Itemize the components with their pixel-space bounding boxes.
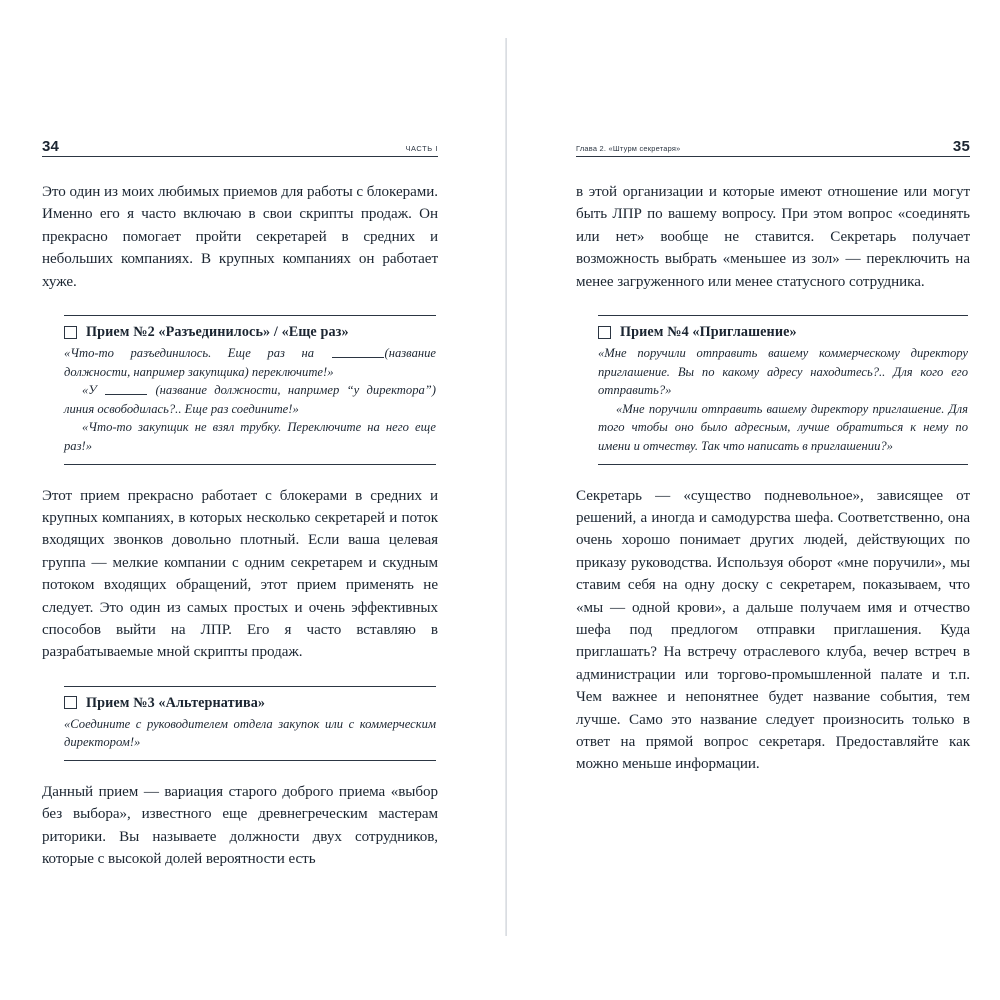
technique-2-script-3: «Что-то закупщик не взял трубку. Переключите на него еще раз!» [64,420,436,453]
right-page-content [576,134,970,776]
checkbox-empty-icon[interactable] [64,696,77,709]
checkbox-empty-icon[interactable] [64,326,77,339]
technique-box-2 [64,315,436,465]
technique-3-script-1: «Соедините с руководителем отдела закупок или с коммерческим директором!» [64,716,436,750]
technique-4-header [598,323,968,341]
technique-4-title: Прием №4 «Приглашение» [620,324,797,341]
technique-4-script-1: «Мне поручили отправить вашему коммерческому директору приглашение. Вы по какому адресу находитесь?.. Для кого его отправить?» [598,346,968,398]
right-paragraph-intro: в этой организации и которые имеют отношение или могут быть ЛПР по вашему вопросу. При этом вопрос «соединять или нет» вообще не ставится. Секретарь получает возможность выбрать «меньшее из зол» — переключить на менее загруженного или менее статусного сотрудника. [576,184,970,290]
right-running-head-title: Глава 2. «Штурм секретаря» [576,144,681,154]
fill-in-blank-line [105,383,147,395]
technique-2-script-1-part-a: «Что-то разъединилось. Еще раз на [64,346,331,361]
checkbox-empty-icon[interactable] [598,326,611,339]
technique-2-header [64,323,436,341]
left-paragraph-intro: Это один из моих любимых приемов для работы с блокерами. Именно его я часто включаю в свои скрипты продаж. Он прекрасно помогает пройти секретарей в средних и небольших компаниях. В крупных компаниях он работает хуже. [42,184,438,290]
right-paragraph-after-box4: Секретарь — «существо подневольное», зависящее от решений, а иногда и самодурства шефа. Соответственно, она очень хорошо понимает других людей, действующих по приказу руководства. Используя оборот «мне поручили», мы ставим себя на одну доску с секретарем, показываем, что «мы — одной крови», а дальше получаем имя и отчество шефа под предлогом отправки приглашения. Куда приглашать? На встречу отраслевого клуба, вечер встреч в администрации или торгово-промышленной палате и т.п. Чем важнее и непонятнее будет название события, тем лучше. Само это название следует произносить только в ответ на прямой вопрос секретаря. Предоставляйте как можно меньше информации. [576,487,970,773]
left-page-content [42,134,438,871]
left-running-head [42,134,438,157]
technique-4-script-2: «Мне поручили отправить вашему директору приглашение. Для того чтобы оно было адресным, лучше обратиться к нему по имени и отчеству. Так что написать в приглашении?» [598,401,968,453]
right-page-number: 35 [952,138,970,155]
right-page [500,0,1000,1000]
technique-3-header [64,694,436,712]
left-page-number: 34 [42,138,60,155]
left-paragraph-after-box3: Данный прием — вариация старого доброго приема «выбор без выбора», известного еще древнегреческим мастерам риторики. Вы называете должности двух сотрудников, которые с высокой долей вероятности есть [42,784,438,868]
technique-3-title: Прием №3 «Альтернатива» [86,694,266,711]
technique-2-script-1 [64,344,436,381]
left-paragraph-after-box2: Этот прием прекрасно работает с блокерами в средних и крупных компаниях, в которых несколько секретарей и поток входящих звонков довольно плотный. Если ваша целевая группа — мелкие компании с одним секретарем и скудным потоком входящих обращений, этот прием применять не следует. Это один из самых простых и очень эффективных способов выйти на ЛПР. Его я часто вставляю в разрабатываемые мной скрипты продаж. [42,487,438,661]
technique-2-title: Прием №2 «Разъединилось» / «Еще раз» [86,324,349,341]
left-running-head-title: ЧАСТЬ I [405,144,438,154]
technique-2-script-2-part-b: (название должности, например “у директора”) линия освободилась?.. Еще раз соедините!» [64,383,436,416]
technique-box-4 [598,315,968,465]
right-running-head [576,134,970,157]
technique-2-script-1-part-b: (название должности, например закупщика) переключите!» [64,346,436,379]
technique-box-3 [64,686,436,761]
technique-2-script-2 [64,381,436,418]
technique-2-script-2-part-a: «У [82,383,105,398]
fill-in-blank-line [332,346,384,358]
